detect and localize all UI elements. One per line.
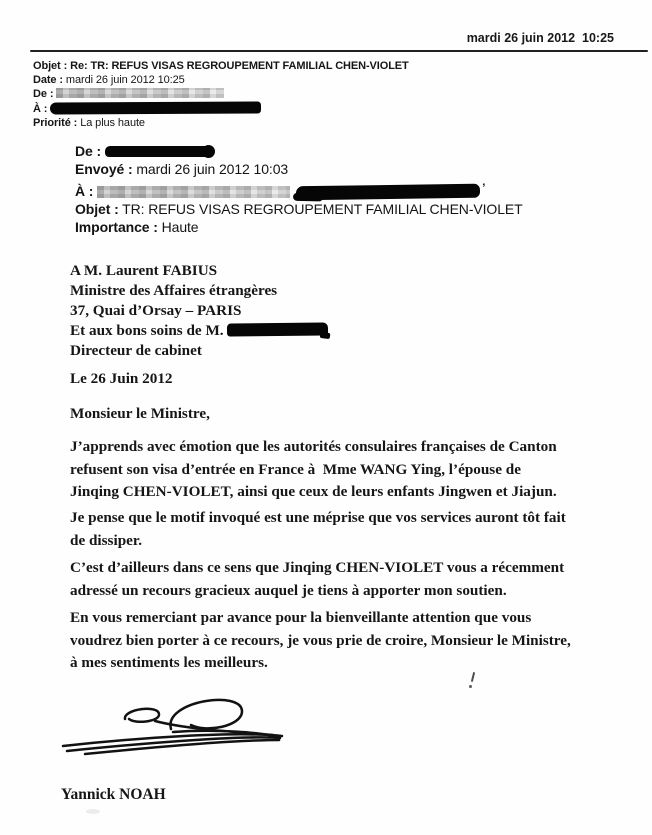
text-line: voudrez bien porter à ce recours, je vous prie de croire, Monsieur le Ministre, [70,631,571,649]
text-line: Ministre des Affaires étrangères [70,282,278,299]
care-of-prefix: Et aux bons soins de M. [70,322,228,339]
letter-date: Le 26 Juin 2012 [70,370,173,387]
redaction-bar-care-of [227,322,328,336]
redaction-bar-to-fwd [296,183,480,200]
paragraph [70,507,566,552]
signer-name: Yannick NOAH [61,786,166,803]
to-label: À : [33,102,51,115]
text-line: Jinqing CHEN-VIOLET, ainsi que ceux de leurs enfants Jingwen et Jiajun. [70,483,557,500]
header-from-row [33,88,409,102]
priority-label: Priorité : [33,116,78,129]
recipient-lines [70,261,328,321]
text-line: refusent son visa d’entrée en France à Mme WANG Ying, l’épouse de [70,460,521,478]
stray-pen-dot [469,685,472,688]
fwd-importance-value: Haute [157,219,199,236]
fwd-sent-value: mardi 26 juin 2012 10:03 [132,161,289,178]
fwd-from-label: De : [75,143,105,159]
paragraph [70,436,557,504]
handwritten-signature [55,688,295,758]
text-line: C’est d’ailleurs dans ce sens que Jinqing CHEN-VIOLET vous a récemment [70,559,565,576]
header-divider [30,50,648,52]
stray-quote-mark: ’ [482,180,486,195]
pixelated-redaction-to [97,186,290,198]
fwd-sent-row [75,160,523,178]
header-date-row [33,74,409,88]
text-line: J’apprends avec émotion que les autorités consulaires françaises de Canton [70,438,557,455]
print-datetime: mardi 26 juin 2012 10:25 [466,31,614,45]
priority-value: La plus haute [77,116,145,129]
subject-value: Re: TR: REFUS VISAS REGROUPEMENT FAMILIAL CHEN-VIOLET [67,60,409,72]
text-line: adressé un recours gracieux auquel je tiens à apporter mon soutien. [70,581,507,599]
fwd-importance-label: Importance : [75,219,158,236]
fwd-to-label: À : [75,182,98,199]
header-subject-row [33,60,409,74]
care-of-row [70,321,328,341]
email-header-block [33,60,409,131]
date-value: mardi 26 juin 2012 10:25 [62,73,185,86]
forwarded-header-block [75,142,523,236]
redaction-scribble-from [105,146,211,157]
date-label: Date : [33,73,63,86]
header-priority-row [33,117,409,131]
text-line: A M. Laurent FABIUS [70,262,218,279]
fwd-to-row [75,179,523,200]
paragraph [70,557,564,602]
fwd-subject-value: TR: REFUS VISAS REGROUPEMENT FAMILIAL CHEN-VIOLET [118,200,523,217]
text-line: de dissiper. [70,531,143,549]
salutation: Monsieur le Ministre, [70,405,210,422]
header-to-row [33,102,409,117]
text-line: à mes sentiments les meilleurs. [70,654,268,671]
subject-label: Objet : [33,60,68,72]
care-of-title: Directeur de cabinet [70,342,202,359]
fwd-importance-row [75,218,523,236]
fwd-subject-label: Objet : [75,200,119,217]
scan-smudge [86,809,100,814]
fwd-from-row [75,142,523,160]
text-line: En vous remerciant par avance pour la bienveillante attention que vous [70,609,532,626]
fwd-sent-label: Envoyé : [75,161,133,178]
recipient-address-block [70,261,328,361]
pixelated-redaction-from [56,88,224,98]
text-line: Je pense que le motif invoqué est une méprise que vos services auront tôt fait [70,509,566,526]
from-label: De : [33,87,57,100]
paragraph [70,607,571,675]
fwd-subject-row [75,200,523,218]
text-line: 37, Quai d’Orsay – PARIS [70,302,242,319]
redaction-bar-to [50,101,261,114]
